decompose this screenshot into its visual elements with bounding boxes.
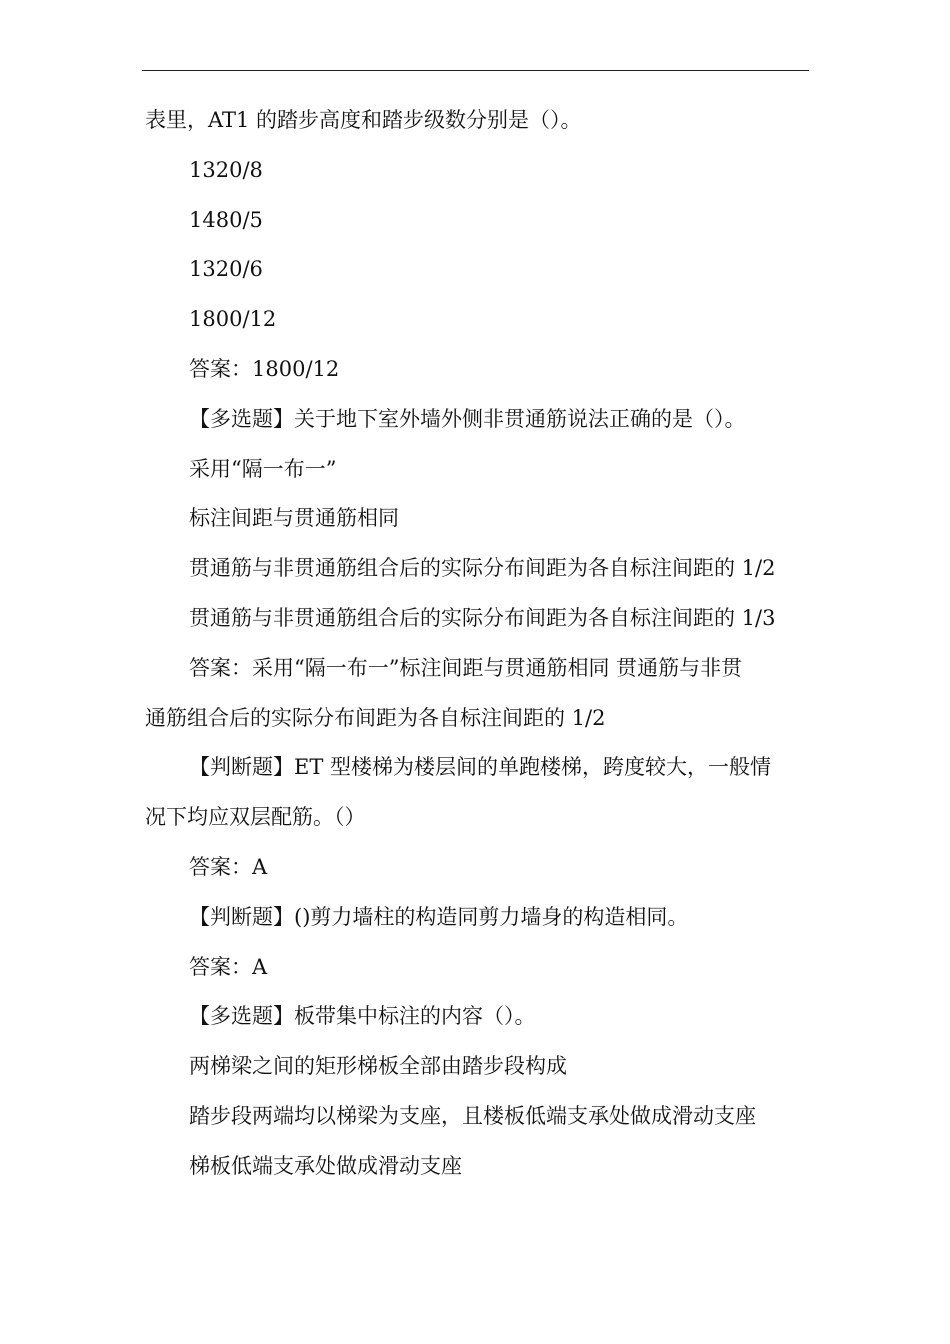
header-rule [142, 70, 809, 71]
option-3: 1320/6 [189, 257, 263, 282]
document-body [145, 96, 809, 1192]
option-2: 1480/5 [189, 207, 263, 232]
question-multi-choice-2: 【多选题】板带集中标注的内容（）。 [189, 1004, 536, 1029]
option-1: 两梯梁之间的矩形梯板全部由踏步段构成 [189, 1054, 567, 1079]
question-continuation: 况下均应双层配筋。（） [145, 805, 366, 830]
question-true-false-2: 【判断题】()剪力墙柱的构造同剪力墙身的构造相同。 [189, 904, 689, 929]
option-2: 踏步段两端均以梯梁为支座，且楼板低端支承处做成滑动支座 [189, 1103, 756, 1128]
answer-line: 答案：A [189, 954, 268, 979]
answer-line: 答案：采用“隔一布一”标注间距与贯通筋相同 贯通筋与非贯 [189, 655, 743, 680]
option-4: 1800/12 [189, 307, 277, 332]
option-4: 贯通筋与非贯通筋组合后的实际分布间距为各自标注间距的 1/3 [189, 605, 776, 630]
option-1: 采用“隔一布一” [189, 456, 337, 481]
answer-line: 答案：1800/12 [189, 356, 340, 381]
answer-line: 答案：A [189, 854, 268, 879]
question-stem-continuation: 表里，AT1 的踏步高度和踏步级数分别是（）。 [145, 108, 582, 132]
option-2: 标注间距与贯通筋相同 [189, 506, 399, 531]
option-3: 梯板低端支承处做成滑动支座 [189, 1153, 462, 1178]
option-3: 贯通筋与非贯通筋组合后的实际分布间距为各自标注间距的 1/2 [189, 556, 776, 581]
option-1: 1320/8 [189, 157, 263, 182]
question-true-false-1: 【判断题】ET 型楼梯为楼层间的单跑楼梯，跨度较大，一般情 [189, 755, 772, 780]
answer-line-continuation: 通筋组合后的实际分布间距为各自标注间距的 1/2 [145, 705, 606, 730]
question-multi-choice-1: 【多选题】关于地下室外墙外侧非贯通筋说法正确的是（）。 [189, 406, 746, 431]
